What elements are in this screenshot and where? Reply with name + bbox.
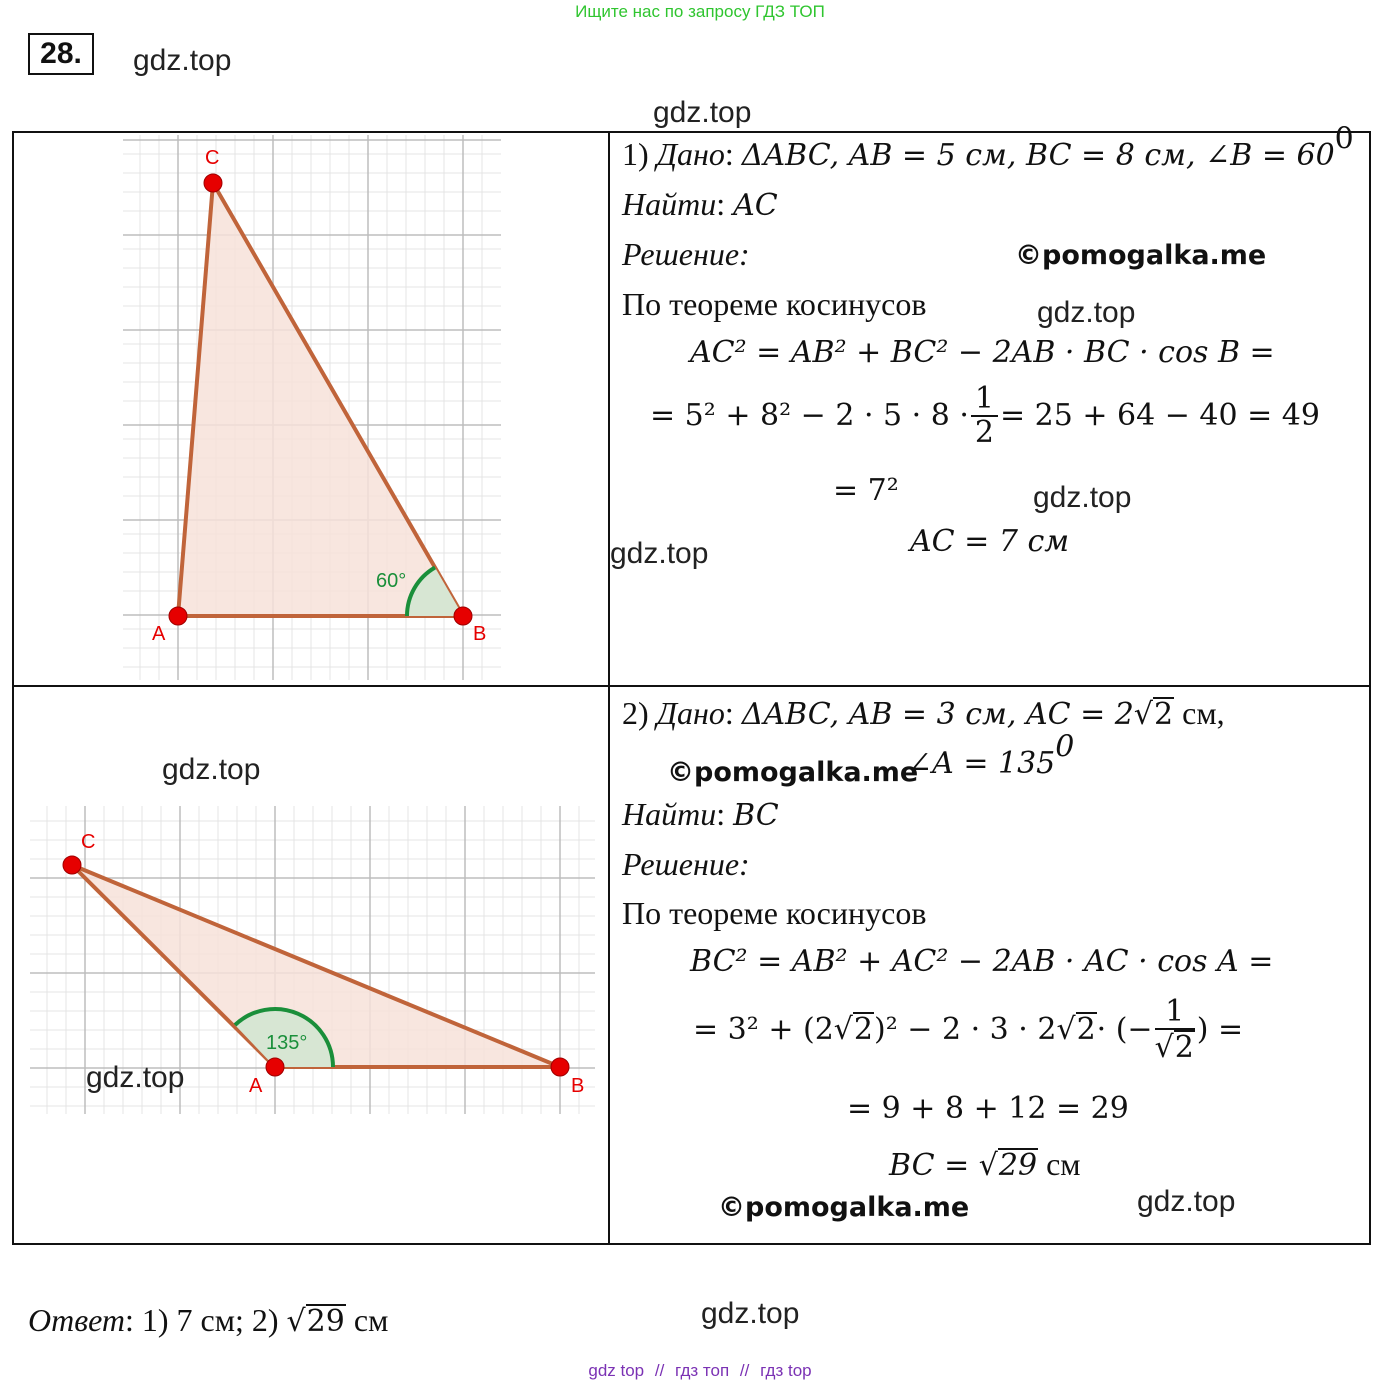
answer-label: Ответ [28, 1302, 125, 1338]
footer-link-1[interactable]: gdz top [588, 1361, 645, 1380]
part1-solution-label: Решение: [622, 236, 750, 272]
watermark: gdz.top [701, 1297, 800, 1330]
part2-sum: = 9 + 8 + 12 = 29 [847, 1091, 1129, 1126]
vertex-b[interactable] [551, 1058, 569, 1076]
part1-calc: = 5² + 8² − 2 · 5 · 8 · $\frac{1}{2}$ = 25 + 64 − 40 = 49 [650, 381, 1320, 450]
part2-formula: BC² = AB² + AC² − 2AB · AC · cos A = [690, 944, 1274, 979]
part1-result: AC = 7 см [910, 524, 1070, 559]
part2-result: BC = √29 см [889, 1146, 1081, 1183]
label-b: B [571, 1075, 585, 1097]
part2-calc: = 3² + (2 √2 )² − 2 · 3 · 2 √2 · (− $\frac{1}{√2}$ ) = [693, 994, 1244, 1065]
vertex-c[interactable] [204, 174, 222, 192]
watermark: gdz.top [1033, 481, 1132, 514]
part1-square: = 7² [833, 473, 899, 508]
part1-formula: AC² = AB² + BC² − 2AB · BC · cos B = [690, 335, 1275, 370]
footer-link-3[interactable]: гдз top [760, 1361, 812, 1380]
footer-separator: // [654, 1361, 665, 1380]
copyright-watermark: ©pomogalka.me [1015, 240, 1267, 271]
figure-1 [123, 135, 501, 680]
footer-link-2[interactable]: гдз топ [675, 1361, 730, 1380]
part2-given-angle: ∠A = $135^0$ [907, 729, 1075, 781]
given-values: ΔABC, AB = 5 см, BC = 8 см, ∠B = 60 [741, 138, 1335, 173]
part1-theorem: По теореме косинусов [622, 286, 927, 322]
part1-find-line: Найти: AC [622, 186, 778, 223]
fraction-one-over-root-two: $\frac{1}{√2}$ [1154, 994, 1194, 1065]
footer-links [0, 1361, 1400, 1381]
label-b: B [473, 623, 487, 645]
label-a: A [152, 623, 166, 645]
label-c: C [205, 147, 220, 169]
watermark: gdz.top [86, 1061, 185, 1094]
given-word: Дано [656, 136, 725, 172]
part2-find-line: Найти: BC [622, 796, 779, 833]
top-banner[interactable]: Ищите нас по запросу ГДЗ ТОП [575, 2, 825, 21]
watermark: gdz.top [162, 753, 261, 786]
watermark: gdz.top [610, 537, 709, 570]
vertex-a[interactable] [169, 607, 187, 625]
angle-label: 135° [266, 1032, 308, 1054]
footer-separator: // [739, 1361, 750, 1380]
vertex-b[interactable] [454, 607, 472, 625]
part1-given-line: 1) Дано: ΔABC, AB = 5 см, BC = 8 см, ∠B = $60^0$ [622, 121, 1354, 173]
watermark: gdz.top [1037, 296, 1136, 329]
problem-number: 28. [28, 33, 94, 75]
angle-label: 60° [376, 570, 407, 592]
part2-given-line: 2) Дано: ΔABC, AB = 3 см, AC = 2√2 см, [622, 695, 1225, 732]
copyright-watermark: ©pomogalka.me [718, 1192, 970, 1223]
copyright-watermark: ©pomogalka.me [667, 757, 919, 788]
triangle-1 [178, 183, 463, 616]
part2-theorem: По теореме косинусов [622, 895, 927, 931]
watermark-header: gdz.top [133, 44, 232, 77]
watermark: gdz.top [653, 96, 752, 129]
vertex-c[interactable] [63, 856, 81, 874]
answer-line: Ответ: 1) 7 см; 2) √29 см [28, 1302, 389, 1339]
part2-solution-label: Решение: [622, 846, 750, 882]
fraction-one-half: $\frac{1}{2}$ [971, 383, 998, 448]
watermark: gdz.top [1137, 1185, 1236, 1218]
label-a: A [249, 1075, 263, 1097]
vertex-a[interactable] [266, 1058, 284, 1076]
label-c: C [81, 831, 96, 853]
